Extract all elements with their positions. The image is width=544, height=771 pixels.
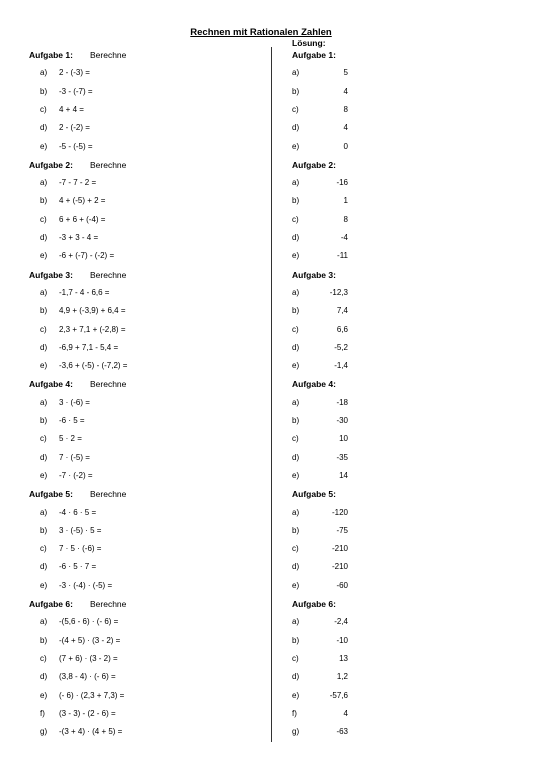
item-expression: 7 · (-5) = [59, 453, 90, 462]
item-expression: -3 · (-4) · (-5) = [59, 581, 113, 590]
solution-item [292, 250, 348, 262]
solution-answer: 4 [343, 87, 348, 96]
solution-item [292, 690, 348, 702]
task-heading-label: Aufgabe 6: [29, 599, 73, 609]
solution-item [292, 580, 348, 592]
solution-answer: -210 [331, 562, 348, 571]
item-expression: 2 - (-2) = [59, 123, 90, 132]
solution-letter: d) [292, 562, 300, 571]
solution-item [292, 433, 348, 445]
item-expression: -7 · (-2) = [59, 471, 93, 480]
solution-answer: -2,4 [334, 617, 348, 626]
item-letter: a) [40, 288, 48, 297]
solution-item [292, 122, 348, 134]
item-expression: -6 · 5 = [59, 416, 85, 425]
solution-heading: Aufgabe 4: [292, 379, 336, 389]
solution-item [292, 141, 348, 153]
solution-item [292, 397, 348, 409]
task-heading [29, 159, 127, 171]
item-letter: a) [40, 68, 48, 77]
item-expression: -1,7 - 4 - 6,6 = [59, 288, 110, 297]
page-title: Rechnen mit Rationalen Zahlen [190, 27, 332, 38]
item-expression: (- 6) · (2,3 + 7,3) = [59, 691, 125, 700]
solution-letter: d) [292, 343, 300, 352]
task-heading [29, 598, 127, 610]
solution-letter: a) [292, 68, 300, 77]
solution-item [292, 104, 348, 116]
solution-answer: 4 [343, 709, 348, 718]
solution-answer: -210 [331, 544, 348, 553]
solution-answer: -75 [336, 526, 348, 535]
solution-letter: d) [292, 453, 300, 462]
solution-item [292, 470, 348, 482]
item-expression: -(5,6 - 6) · (- 6) = [59, 617, 119, 626]
task-heading [29, 378, 127, 390]
item-letter: d) [40, 123, 48, 132]
item-expression: 7 · 5 · (-6) = [59, 544, 102, 553]
item-letter: a) [40, 178, 48, 187]
solution-letter: c) [292, 215, 299, 224]
solution-item [292, 324, 348, 336]
solution-heading: Aufgabe 2: [292, 160, 336, 170]
solution-item [292, 86, 348, 98]
solution-letter: g) [292, 727, 300, 736]
item-letter: c) [40, 544, 47, 553]
solution-item [292, 287, 348, 299]
solution-item [292, 177, 348, 189]
solution-answer: -63 [336, 727, 348, 736]
solution-answer: 6,6 [336, 325, 348, 334]
solution-item [292, 525, 348, 537]
item-expression: 2,3 + 7,1 + (-2,8) = [59, 325, 126, 334]
solution-letter: e) [292, 471, 300, 480]
solution-item [292, 195, 348, 207]
solution-answer: 13 [339, 654, 348, 663]
solution-letter: a) [292, 288, 300, 297]
item-letter: c) [40, 215, 47, 224]
solution-letter: b) [292, 306, 300, 315]
solution-answer: -11 [337, 251, 348, 260]
item-letter: b) [40, 636, 48, 645]
task-instruction: Berechne [90, 489, 127, 499]
solution-letter: c) [292, 544, 299, 553]
solution-answer: 4 [343, 123, 348, 132]
solution-answer: 7,4 [336, 306, 348, 315]
item-letter: b) [40, 416, 48, 425]
item-letter: d) [40, 233, 48, 242]
item-letter: d) [40, 672, 48, 681]
solution-heading: Aufgabe 6: [292, 599, 336, 609]
item-letter: b) [40, 87, 48, 96]
solution-item [292, 708, 348, 720]
item-letter: e) [40, 691, 48, 700]
solution-letter: a) [292, 398, 300, 407]
solution-answer: 8 [343, 215, 348, 224]
item-letter: b) [40, 306, 48, 315]
solution-answer: 14 [339, 471, 348, 480]
solution-label: Lösung: [292, 38, 326, 48]
item-expression: -3 - (-7) = [59, 87, 93, 96]
solution-item [292, 214, 348, 226]
solution-answer: -35 [336, 453, 348, 462]
solution-letter: d) [292, 672, 300, 681]
solution-item [292, 671, 348, 683]
item-expression: 4,9 + (-3,9) + 6,4 = [59, 306, 126, 315]
solution-letter: c) [292, 434, 299, 443]
solution-item [292, 305, 348, 317]
solution-answer: -12,3 [329, 288, 348, 297]
item-letter: f) [40, 709, 45, 718]
solution-item [292, 67, 348, 79]
task-instruction: Berechne [90, 160, 127, 170]
solution-letter: e) [292, 581, 300, 590]
item-letter: a) [40, 508, 48, 517]
item-letter: e) [40, 251, 48, 260]
solution-item [292, 452, 348, 464]
solution-letter: a) [292, 617, 300, 626]
solution-letter: a) [292, 508, 300, 517]
solution-letter: b) [292, 196, 300, 205]
solution-answer: -1,4 [334, 361, 348, 370]
solution-answer: -57,6 [329, 691, 348, 700]
solution-answer: 10 [339, 434, 348, 443]
item-expression: -6,9 + 7,1 - 5,4 = [59, 343, 119, 352]
solution-letter: e) [292, 251, 300, 260]
item-letter: c) [40, 325, 47, 334]
item-letter: g) [40, 727, 48, 736]
task-instruction: Berechne [90, 270, 127, 280]
task-heading-label: Aufgabe 1: [29, 50, 73, 60]
task-instruction: Berechne [90, 379, 127, 389]
solution-answer: 1,2 [336, 672, 348, 681]
item-expression: (3 - 3) - (2 - 6) = [59, 709, 116, 718]
item-letter: a) [40, 398, 48, 407]
item-expression: -5 - (-5) = [59, 142, 93, 151]
task-heading [29, 488, 127, 500]
solution-letter: a) [292, 178, 300, 187]
item-expression: -3,6 + (-5) - (-7,2) = [59, 361, 128, 370]
solution-item [292, 653, 348, 665]
item-letter: d) [40, 453, 48, 462]
solution-letter: e) [292, 142, 300, 151]
solution-answer: -5,2 [334, 343, 348, 352]
item-expression: 6 + 6 + (-4) = [59, 215, 106, 224]
solution-answer: -30 [336, 416, 348, 425]
task-instruction: Berechne [90, 599, 127, 609]
solution-item [292, 360, 348, 372]
solution-item [292, 507, 348, 519]
item-letter: d) [40, 343, 48, 352]
solution-letter: b) [292, 636, 300, 645]
item-expression: 4 + 4 = [59, 105, 84, 114]
solution-item [292, 232, 348, 244]
item-letter: c) [40, 654, 47, 663]
item-expression: -6 · 5 · 7 = [59, 562, 97, 571]
item-expression: -6 + (-7) - (-2) = [59, 251, 115, 260]
task-heading [29, 269, 127, 281]
item-expression: 3 · (-6) = [59, 398, 90, 407]
item-letter: c) [40, 434, 47, 443]
solution-answer: -10 [336, 636, 348, 645]
task-heading-label: Aufgabe 5: [29, 489, 73, 499]
item-expression: 2 - (-3) = [59, 68, 90, 77]
item-letter: d) [40, 562, 48, 571]
solution-letter: c) [292, 105, 299, 114]
item-expression: 4 + (-5) + 2 = [59, 196, 106, 205]
item-letter: e) [40, 361, 48, 370]
solution-answer: -18 [336, 398, 348, 407]
solution-answer: -120 [331, 508, 348, 517]
item-expression: 3 · (-5) · 5 = [59, 526, 102, 535]
solution-letter: e) [292, 691, 300, 700]
task-heading-label: Aufgabe 2: [29, 160, 73, 170]
task-instruction: Berechne [90, 50, 127, 60]
solution-answer: -16 [336, 178, 348, 187]
solution-answer: 8 [343, 105, 348, 114]
solution-answer: 0 [343, 142, 348, 151]
item-letter: b) [40, 526, 48, 535]
solution-letter: b) [292, 87, 300, 96]
solution-letter: d) [292, 233, 300, 242]
solution-letter: b) [292, 526, 300, 535]
item-expression: -(3 + 4) · (4 + 5) = [59, 727, 123, 736]
item-expression: (3,8 - 4) · (- 6) = [59, 672, 116, 681]
solution-heading: Aufgabe 1: [292, 50, 336, 60]
solution-item [292, 635, 348, 647]
item-letter: e) [40, 142, 48, 151]
task-heading-label: Aufgabe 4: [29, 379, 73, 389]
solution-item [292, 342, 348, 354]
item-letter: b) [40, 196, 48, 205]
solution-answer: -60 [336, 581, 348, 590]
item-letter: e) [40, 581, 48, 590]
solution-letter: e) [292, 361, 300, 370]
item-expression: -3 + 3 - 4 = [59, 233, 99, 242]
solution-letter: c) [292, 654, 299, 663]
solution-item [292, 616, 348, 628]
solution-letter: b) [292, 416, 300, 425]
task-heading-label: Aufgabe 3: [29, 270, 73, 280]
item-expression: -7 - 7 - 2 = [59, 178, 97, 187]
solution-item [292, 543, 348, 555]
solution-heading: Aufgabe 5: [292, 489, 336, 499]
solution-letter: f) [292, 709, 297, 718]
solution-answer: 1 [343, 196, 348, 205]
item-letter: c) [40, 105, 47, 114]
task-heading [29, 49, 127, 61]
solution-item [292, 726, 348, 738]
solution-heading: Aufgabe 3: [292, 270, 336, 280]
item-expression: -4 · 6 · 5 = [59, 508, 97, 517]
solution-letter: c) [292, 325, 299, 334]
solution-item [292, 561, 348, 573]
item-expression: (7 + 6) · (3 - 2) = [59, 654, 118, 663]
solution-letter: d) [292, 123, 300, 132]
item-expression: 5 · 2 = [59, 434, 82, 443]
item-letter: a) [40, 617, 48, 626]
solution-item [292, 415, 348, 427]
item-expression: -(4 + 5) · (3 - 2) = [59, 636, 121, 645]
column-divider [271, 47, 272, 742]
solution-answer: 5 [343, 68, 348, 77]
solution-answer: -4 [340, 233, 348, 242]
item-letter: e) [40, 471, 48, 480]
